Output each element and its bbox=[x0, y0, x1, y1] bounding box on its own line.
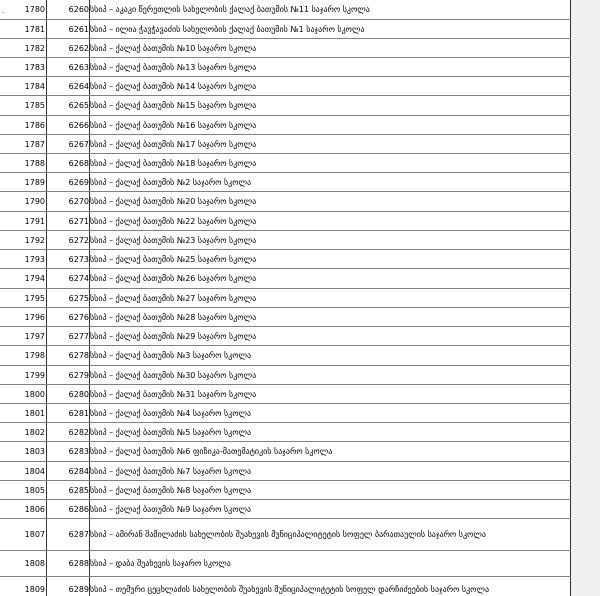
school-code: 6284 bbox=[68, 467, 89, 476]
school-name: სსიპ – ქალაქ ბათუმის №4 საჯარო სკოლა bbox=[90, 409, 252, 418]
school-code: 6275 bbox=[68, 294, 89, 303]
row-number: 1801 bbox=[24, 409, 45, 418]
school-name: სსიპ – ქალაქ ბათუმის №26 საჯარო სკოლა bbox=[90, 274, 257, 283]
school-name: სსიპ – ქალაქ ბათუმის №9 საჯარო სკოლა bbox=[90, 505, 252, 514]
row-number: 1797 bbox=[24, 332, 45, 341]
school-code: 6288 bbox=[68, 559, 89, 568]
table-row bbox=[0, 551, 571, 577]
school-name: სსიპ – ქალაქ ბათუმის №16 საჯარო სკოლა bbox=[90, 121, 257, 130]
table-row bbox=[0, 404, 571, 423]
table-row bbox=[0, 154, 571, 173]
row-number: 1799 bbox=[24, 371, 45, 380]
school-code: 6276 bbox=[68, 313, 89, 322]
school-name: სსიპ – ქალაქ ბათუმის №5 საჯარო სკოლა bbox=[90, 428, 252, 437]
school-code: 6282 bbox=[68, 428, 89, 437]
row-number: 1804 bbox=[24, 467, 45, 476]
row-number: 1794 bbox=[24, 274, 45, 283]
table-row bbox=[0, 0, 571, 20]
school-name: სსიპ – ქალაქ ბათუმის №30 საჯარო სკოლა bbox=[90, 371, 257, 380]
row-number: 1791 bbox=[24, 217, 45, 226]
row-number: 1789 bbox=[24, 178, 45, 187]
school-name: სსიპ – ქალაქ ბათუმის №18 საჯარო სკოლა bbox=[90, 159, 257, 168]
school-code: 6270 bbox=[68, 197, 89, 206]
school-name: სსიპ – ქალაქ ბათუმის №6 ფიზიკა-მათემატიკის საჯარო სკოლა bbox=[90, 447, 333, 456]
row-number: 1803 bbox=[24, 447, 45, 456]
row-number: 1809 bbox=[24, 585, 45, 594]
row-number: 1785 bbox=[24, 101, 45, 110]
table-row bbox=[0, 519, 571, 551]
school-name: სსიპ – ქალაქ ბათუმის №23 საჯარო სკოლა bbox=[90, 236, 257, 245]
school-code: 6274 bbox=[68, 274, 89, 283]
table-row bbox=[0, 577, 571, 596]
school-name: სსიპ – ქალაქ ბათუმის №31 საჯარო სკოლა bbox=[90, 390, 257, 399]
school-code: 6265 bbox=[68, 101, 89, 110]
school-name: სსიპ – აკაკი წერეთლის სახელობის ქალაქ ბათუმის №11 საჯარო სკოლა bbox=[90, 5, 370, 14]
table-row bbox=[0, 385, 571, 404]
school-code: 6280 bbox=[68, 390, 89, 399]
school-name: სსიპ – ამირან შამილაძის სახელობის შუახევის მუნიციპალიტეტის სოფელ ბარათაულის საჯარო სკოლა bbox=[90, 530, 486, 539]
school-code: 6267 bbox=[68, 140, 89, 149]
table-row bbox=[0, 212, 571, 231]
school-code: 6289 bbox=[68, 585, 89, 594]
row-number: 1796 bbox=[24, 313, 45, 322]
row-number: 1802 bbox=[24, 428, 45, 437]
table-row bbox=[0, 58, 571, 77]
school-name: სსიპ – ქალაქ ბათუმის №17 საჯარო სკოლა bbox=[90, 140, 257, 149]
table-row bbox=[0, 192, 571, 212]
row-number: 1808 bbox=[24, 559, 45, 568]
school-name: სსიპ – ქალაქ ბათუმის №25 საჯარო სკოლა bbox=[90, 255, 257, 264]
table-row bbox=[0, 135, 571, 154]
school-name: სსიპ – ქალაქ ბათუმის №28 საჯარო სკოლა bbox=[90, 313, 257, 322]
table-row bbox=[0, 20, 571, 39]
school-code: 6260 bbox=[68, 5, 89, 14]
table-row bbox=[0, 96, 571, 116]
table-row bbox=[0, 39, 571, 58]
school-code: 6287 bbox=[68, 530, 89, 539]
row-number: 1780 bbox=[24, 5, 45, 14]
school-code: 6272 bbox=[68, 236, 89, 245]
school-name: სსიპ – დაბა შუახევის საჯარო სკოლა bbox=[90, 559, 231, 568]
school-code: 6264 bbox=[68, 82, 89, 91]
row-number: 1788 bbox=[24, 159, 45, 168]
row-number: 1781 bbox=[24, 25, 45, 34]
school-code: 6285 bbox=[68, 486, 89, 495]
row-number: 1798 bbox=[24, 351, 45, 360]
school-name: სსიპ – ქალაქ ბათუმის №15 საჯარო სკოლა bbox=[90, 101, 257, 110]
school-name: სსიპ – ქალაქ ბათუმის №13 საჯარო სკოლა bbox=[90, 63, 257, 72]
school-name: სსიპ – ილია ჭავჭავაძის სახელობის ქალაქ ბათუმის №1 საჯარო სკოლა bbox=[90, 25, 365, 34]
row-number: 1786 bbox=[24, 121, 45, 130]
school-code: 6278 bbox=[68, 351, 89, 360]
row-number: 1783 bbox=[24, 63, 45, 72]
school-code: 6271 bbox=[68, 217, 89, 226]
table-row bbox=[0, 327, 571, 346]
table-row bbox=[0, 77, 571, 96]
table-row bbox=[0, 250, 571, 269]
school-code: 6273 bbox=[68, 255, 89, 264]
school-code: 6277 bbox=[68, 332, 89, 341]
table-row bbox=[0, 462, 571, 481]
school-name: სსიპ – ქალაქ ბათუმის №29 საჯარო სკოლა bbox=[90, 332, 257, 341]
table-row bbox=[0, 231, 571, 250]
school-name: სსიპ – ქალაქ ბათუმის №2 საჯარო სკოლა bbox=[90, 178, 252, 187]
row-number: 1807 bbox=[24, 530, 45, 539]
school-name: სსიპ – ქალაქ ბათუმის №14 საჯარო სკოლა bbox=[90, 82, 257, 91]
table-row bbox=[0, 423, 571, 442]
row-marker: . bbox=[2, 7, 5, 15]
row-number: 1787 bbox=[24, 140, 45, 149]
school-code: 6281 bbox=[68, 409, 89, 418]
school-name: სსიპ – ქალაქ ბათუმის №20 საჯარო სკოლა bbox=[90, 197, 257, 206]
school-code: 6269 bbox=[68, 178, 89, 187]
school-name: სსიპ – ქალაქ ბათუმის №10 საჯარო სკოლა bbox=[90, 44, 257, 53]
row-number: 1805 bbox=[24, 486, 45, 495]
row-number: 1792 bbox=[24, 236, 45, 245]
school-code: 6286 bbox=[68, 505, 89, 514]
school-name: სსიპ – ქალაქ ბათუმის №3 საჯარო სკოლა bbox=[90, 351, 252, 360]
table-row bbox=[0, 116, 571, 135]
school-code: 6263 bbox=[68, 63, 89, 72]
row-number: 1806 bbox=[24, 505, 45, 514]
school-name: სსიპ – ქალაქ ბათუმის №22 საჯარო სკოლა bbox=[90, 217, 257, 226]
table-row bbox=[0, 269, 571, 289]
page-margin bbox=[571, 0, 600, 596]
table-row bbox=[0, 500, 571, 519]
school-code: 6261 bbox=[68, 25, 89, 34]
table-row bbox=[0, 173, 571, 192]
row-number: 1782 bbox=[24, 44, 45, 53]
table-row bbox=[0, 289, 571, 308]
school-name: სსიპ – ქალაქ ბათუმის №8 საჯარო სკოლა bbox=[90, 486, 252, 495]
table-row bbox=[0, 308, 571, 327]
school-name: სსიპ – თემური ცეცხლაძის სახელობის შუახევის მუნიციპალიტეტის სოფელ დარჩიძეების საჯარო სკოლა bbox=[90, 585, 490, 594]
row-number: 1800 bbox=[24, 390, 45, 399]
school-code: 6262 bbox=[68, 44, 89, 53]
table-row bbox=[0, 346, 571, 366]
table-row bbox=[0, 366, 571, 385]
row-number: 1793 bbox=[24, 255, 45, 264]
row-number: 1795 bbox=[24, 294, 45, 303]
school-name: სსიპ – ქალაქ ბათუმის №27 საჯარო სკოლა bbox=[90, 294, 257, 303]
school-code: 6268 bbox=[68, 159, 89, 168]
school-code: 6283 bbox=[68, 447, 89, 456]
row-number: 1784 bbox=[24, 82, 45, 91]
school-code: 6266 bbox=[68, 121, 89, 130]
school-name: სსიპ – ქალაქ ბათუმის №7 საჯარო სკოლა bbox=[90, 467, 252, 476]
table-row bbox=[0, 442, 571, 462]
row-number: 1790 bbox=[24, 197, 45, 206]
table-row bbox=[0, 481, 571, 500]
school-code: 6279 bbox=[68, 371, 89, 380]
